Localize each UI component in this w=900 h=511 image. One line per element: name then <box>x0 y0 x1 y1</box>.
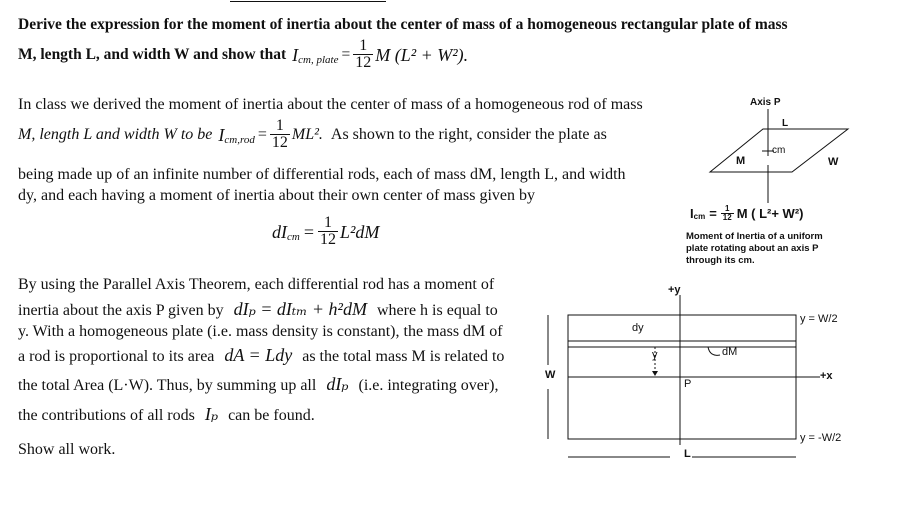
dM-label: dM <box>722 346 738 358</box>
title-formula-tail: M (L² + W²). <box>375 44 469 65</box>
eq-dI-sub: cm <box>287 230 300 243</box>
fig1-cm-label: cm <box>772 145 786 156</box>
rod-frac-num: 1 <box>270 118 290 135</box>
p1-line2-post: As shown to the right, consider the plate as <box>330 125 607 143</box>
p2-line4 <box>18 345 504 367</box>
L-label: L <box>684 448 691 460</box>
fig1-L-label: L <box>782 118 789 129</box>
rod-frac <box>270 118 290 151</box>
p1-line3: being made up of an infinite number of differential rods, each of mass dM, length L, and width <box>18 166 626 183</box>
p2-line5-eq: dIₚ <box>326 374 349 394</box>
top-bound-label: y = W/2 <box>800 313 838 325</box>
title-frac <box>353 38 373 71</box>
p2-line2-post: where h is equal to <box>376 302 498 319</box>
problem-title-line1: Derive the expression for the moment of inertia about the center of mass of a homogeneous rectangular plate of mass <box>18 16 788 33</box>
title-frac-num: 1 <box>353 38 373 55</box>
p2-line2-eq: dIₚ = dIₜₘ + h²dM <box>233 299 367 319</box>
title-I: I <box>292 44 299 65</box>
p2-line2-pre: inertia about the axis P given by <box>18 302 224 319</box>
fig1-formula-frac <box>721 205 734 222</box>
p1-line1: In class we derived the moment of inertia about the center of mass of a homogeneous rod of mass <box>18 96 643 113</box>
eq-eq: = <box>303 221 314 242</box>
figure-plate-section <box>530 285 830 470</box>
bottom-bound-label: y = -W/2 <box>800 432 842 444</box>
rod-frac-den: 12 <box>271 134 288 151</box>
dy-label: dy <box>632 322 644 334</box>
fig1-frac-num: 1 <box>721 205 734 214</box>
fig1-caption <box>686 231 823 267</box>
eq-frac <box>318 215 338 248</box>
axis-p-label: Axis P <box>750 97 781 108</box>
y-arrow-head <box>652 371 658 376</box>
y-label: y <box>652 349 658 361</box>
rod-tail: ML². <box>291 125 323 143</box>
p2-line4-post: as the total mass M is related to <box>302 348 505 365</box>
fig1-formula <box>690 205 803 222</box>
p2-line6-eq: Iₚ <box>204 404 219 424</box>
top-rule <box>230 1 386 2</box>
fig1-caption-line3: through its cm. <box>686 255 755 266</box>
plus-y-label: +y <box>668 284 681 296</box>
title-eq: = <box>341 45 351 63</box>
eq-dI: dI <box>272 221 287 242</box>
p2-line3: y. With a homogeneous plate (i.e. mass density is constant), the mass dM of <box>18 323 503 340</box>
title-text: M, length L, and width W and show that <box>18 45 287 63</box>
fig1-caption-line2: plate rotating about an axis P <box>686 243 819 254</box>
W-label: W <box>545 369 556 381</box>
rod-sub: cm,rod <box>224 133 255 146</box>
p2-line5-post: (i.e. integrating over), <box>358 377 499 394</box>
fig1-caption-line1: Moment of Inertia of a uniform <box>686 231 823 242</box>
p2-line4-pre: a rod is proportional to its area <box>18 348 215 365</box>
fig1-formula-tail: M ( L²+ W²) <box>736 206 804 221</box>
p2-line6 <box>18 404 315 426</box>
dM-pointer <box>708 347 720 355</box>
fig1-formula-sub: cm <box>693 212 706 221</box>
P-label: P <box>684 378 692 390</box>
p2-line6-post: can be found. <box>228 407 315 424</box>
fig1-frac-den: 12 <box>722 213 732 222</box>
eq-tail: L²dM <box>339 221 380 242</box>
p1-line4: dy, and each having a moment of inertia about their own center of mass given by <box>18 187 536 204</box>
p2-line2 <box>18 299 498 321</box>
equation-dI-cm <box>272 215 379 248</box>
rod-eq: = <box>257 125 267 143</box>
p2-line6-pre: the contributions of all rods <box>18 407 195 424</box>
p1-line2 <box>18 118 607 151</box>
p2-line1: By using the Parallel Axis Theorem, each differential rod has a moment of <box>18 276 495 293</box>
fig1-formula-eq: = <box>709 206 717 221</box>
eq-frac-num: 1 <box>318 215 338 232</box>
problem-title-line2 <box>18 38 468 71</box>
title-sub: cm, plate <box>298 53 339 66</box>
show-work: Show all work. <box>18 441 116 458</box>
rod-I: I <box>218 124 225 145</box>
fig1-formula-I: I <box>690 206 694 221</box>
plus-x-label: +x <box>820 370 833 382</box>
p2-line4-eq: dA = Ldy <box>224 345 293 365</box>
p1-line2-pre: M, length L and width W to be <box>18 125 213 143</box>
p2-line5 <box>18 374 498 396</box>
fig1-W-label: W <box>828 156 839 168</box>
title-frac-den: 12 <box>355 54 372 71</box>
fig1-M-label: M <box>736 155 746 167</box>
eq-frac-den: 12 <box>319 231 336 248</box>
p2-line5-pre: the total Area (L·W). Thus, by summing up all <box>18 377 317 394</box>
